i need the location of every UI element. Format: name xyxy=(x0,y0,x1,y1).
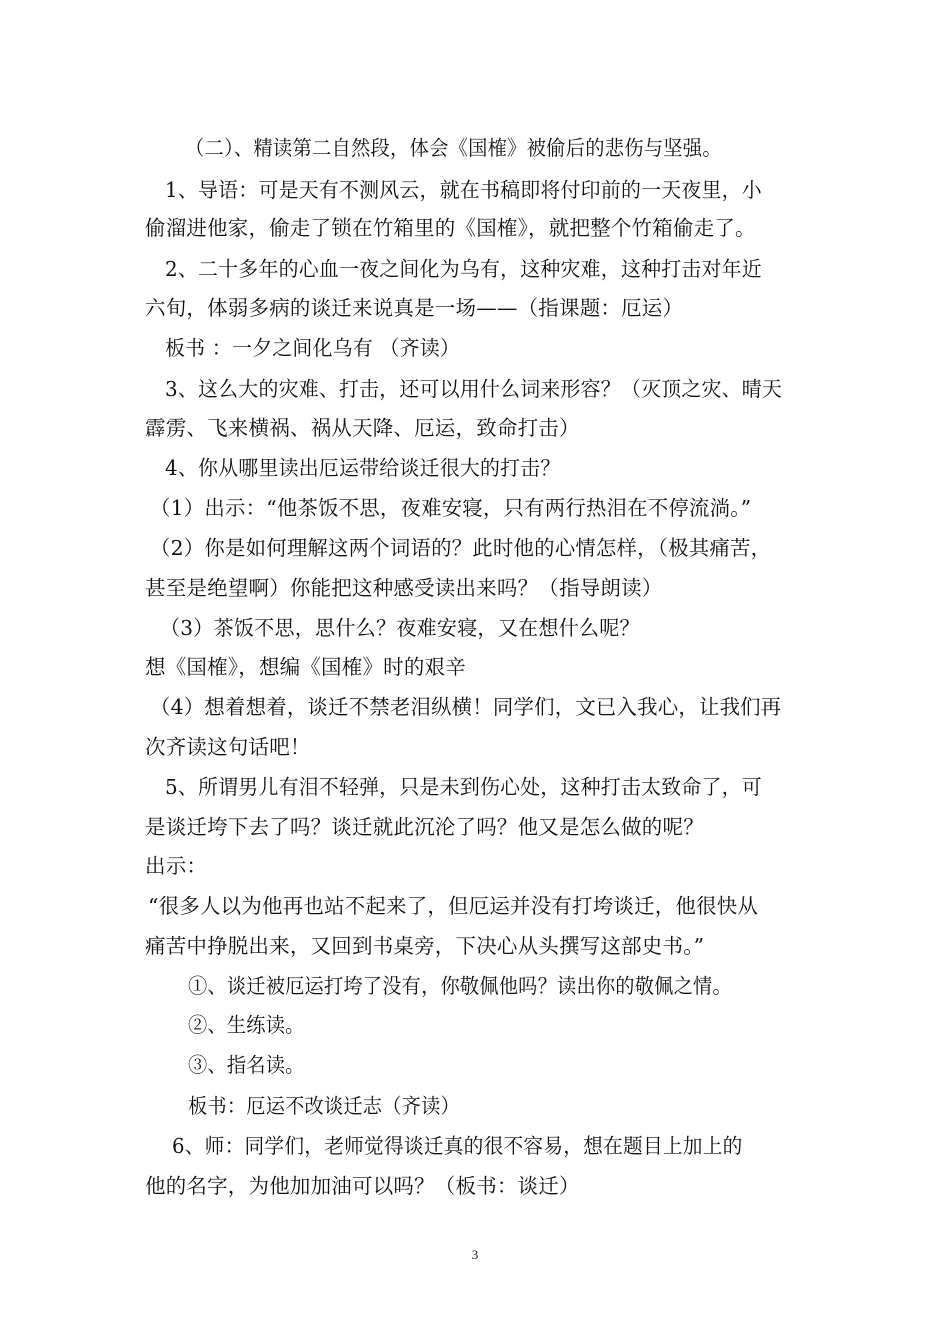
paragraph-line: 想《国榷》，想编《国榷》时的艰辛 xyxy=(145,655,466,679)
paragraph-line: （4）想着想着，谈迁不禁老泪纵横！同学们，文已入我心，让我们再 xyxy=(150,695,782,719)
paragraph-line: 5、所谓男儿有泪不轻弹，只是未到伤心处，这种打击太致命了，可 xyxy=(165,775,762,799)
paragraph-line: 他的名字，为他加加油可以吗？（板书：谈迁） xyxy=(145,1174,580,1198)
paragraph-line: （2）你是如何理解这两个词语的？此时他的心情怎样，（极其痛苦， xyxy=(150,536,772,560)
paragraph-line: 六旬，体弱多病的谈迁来说真是一场——（指课题：厄运） xyxy=(145,296,684,320)
list-item: ③、指名读。 xyxy=(188,1053,305,1077)
paragraph-line: 甚至是绝望啊）你能把这种感受读出来吗？（指导朗读） xyxy=(145,576,663,600)
paragraph-line: 4、你从哪里读出厄运带给谈迁很大的打击？ xyxy=(165,456,561,480)
paragraph-line: 偷溜进他家，偷走了锁在竹箱里的《国榷》，就把整个竹箱偷走了。 xyxy=(145,216,756,240)
blackboard-note: 板书 ：一夕之间化乌有 （齐读） xyxy=(165,336,461,360)
paragraph-line: 是谈迁垮下去了吗？谈迁就此沉沦了吗？他又是怎么做的呢？ xyxy=(145,815,704,839)
list-item: ②、生练读。 xyxy=(188,1013,305,1037)
paragraph-line: 2、二十多年的心血一夜之间化为乌有，这种灾难，这种打击对年近 xyxy=(165,257,762,281)
paragraph-line: 出示： xyxy=(145,854,208,878)
paragraph-line: （3）茶饭不思，思什么？夜难安寝，又在想什么呢？ xyxy=(160,616,640,640)
list-item: ①、谈迁被厄运打垮了没有，你敬佩他吗？读出你的敬佩之情。 xyxy=(188,974,732,998)
section-heading: （二）、精读第二自然段，体会《国榷》被偷后的悲伤与坚强。 xyxy=(185,136,722,160)
paragraph-line: 6、师：同学们，老师觉得谈迁真的很不容易，想在题目上加上的 xyxy=(172,1134,743,1158)
blackboard-note: 板书：厄运不改谈迁志（齐读） xyxy=(188,1094,460,1118)
paragraph-line: 3、这么大的灾难、打击，还可以用什么词来形容？（灭顶之灾、晴天 xyxy=(165,377,783,401)
paragraph-line: 次齐读这句话吧！ xyxy=(145,735,311,759)
page-number: 3 xyxy=(471,1247,479,1262)
paragraph-line: （1）出示：“他茶饭不思，夜难安寝，只有两行热泪在不停流淌。” xyxy=(150,496,752,520)
quotation-line: “很多人以为他再也站不起来了，但厄运并没有打垮谈迁，他很快从 xyxy=(148,894,759,918)
quotation-line: 痛苦中挣脱出来，又回到书桌旁，下决心从头撰写这部史书。” xyxy=(145,934,705,958)
paragraph-line: 1、导语：可是天有不测风云，就在书稿即将付印前的一天夜里，小 xyxy=(165,178,762,202)
paragraph-line: 霹雳、飞来横祸、祸从天降、厄运，致命打击） xyxy=(145,416,580,440)
